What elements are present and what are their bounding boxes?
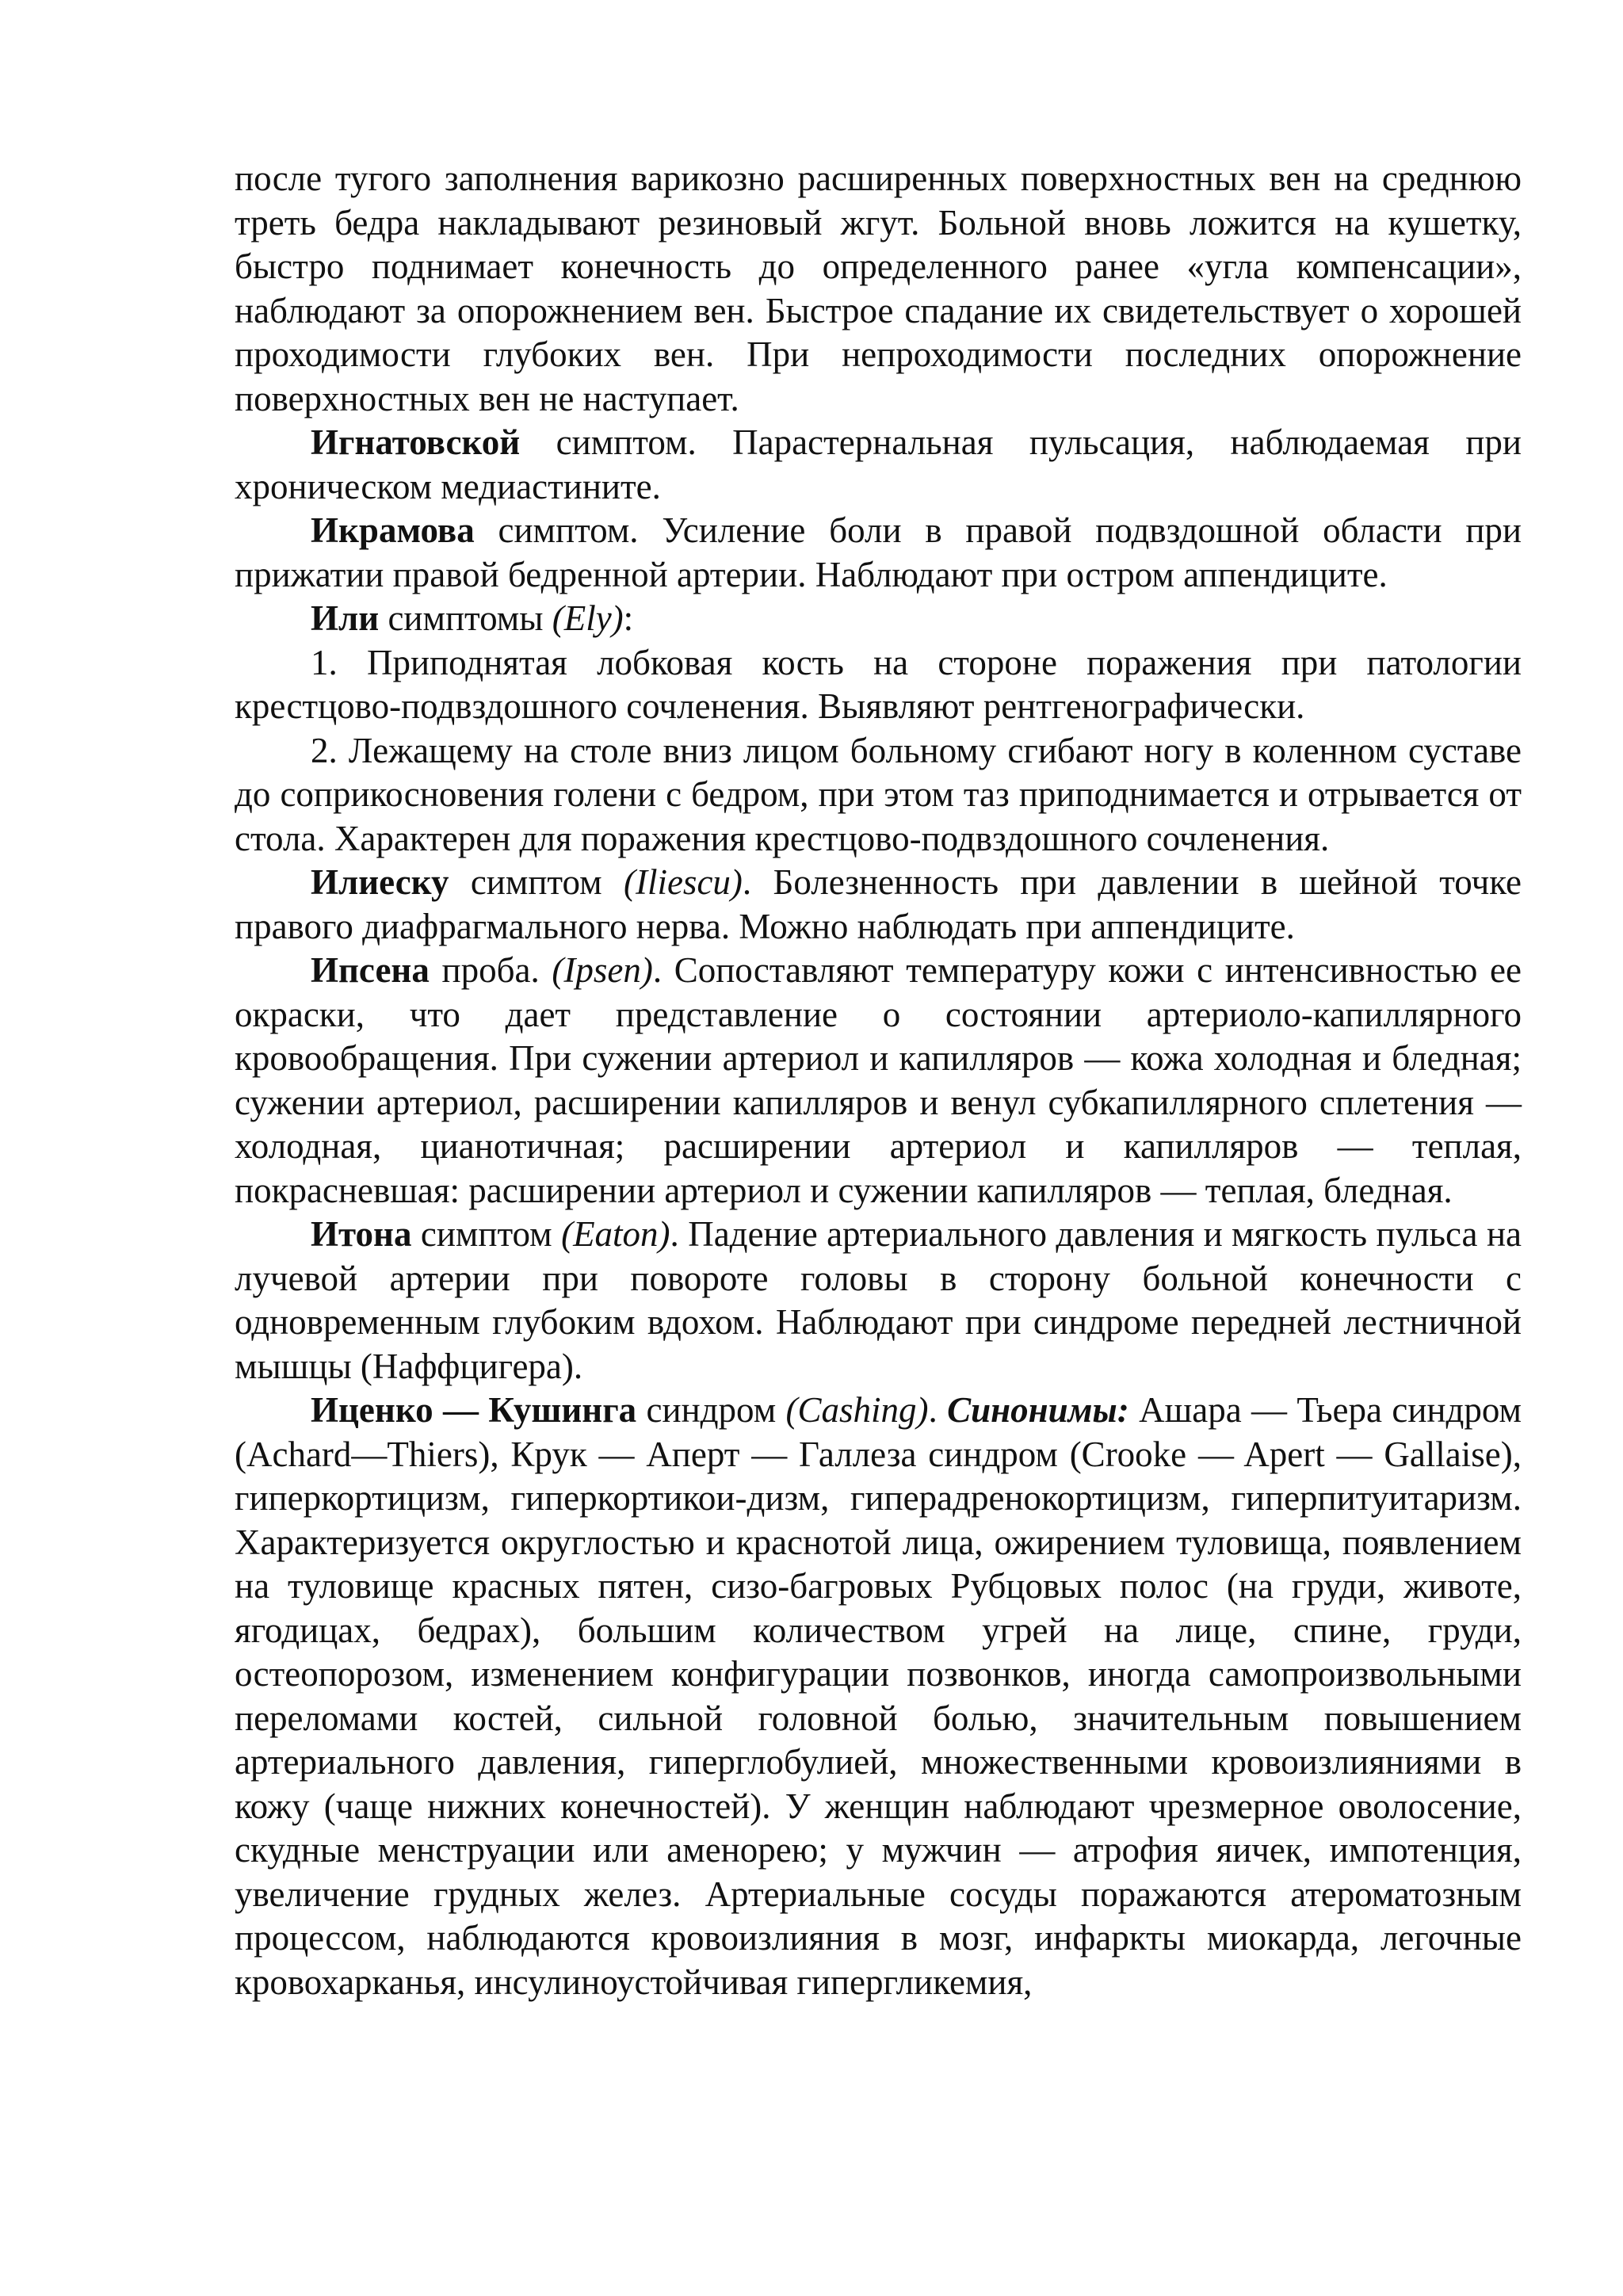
paragraph [235, 421, 1522, 509]
paragraph [235, 949, 1522, 1213]
synonyms-label: Синонимы: [947, 1390, 1129, 1430]
term-heading: Икрамова [311, 510, 475, 550]
paragraph [235, 157, 1522, 421]
term-heading: Иценко — Кушинга [311, 1390, 637, 1430]
body-text: . Падение артериального давления и мягкость пульса на лучевой артерии при повороте головы в сторону больной конечности с одновременным глубоким вдохом. Наблюдают при синдроме передней лестничной мышцы (Наффцигера). [235, 1214, 1522, 1386]
body-text: симптомы [379, 598, 552, 638]
body-text: симптом [411, 1214, 562, 1254]
body-text: симптом. Парастернальная пульсация, наблюдаемая при хроническом медиастините. [235, 422, 1522, 506]
document-page [235, 157, 1522, 2004]
body-text: симптом. Усиление боли в правой подвздошной области при прижатии правой бедренной артерии. Наблюдают при остром аппендиците. [235, 510, 1522, 594]
body-text: синдром [636, 1390, 786, 1430]
term-heading: Илиеску [311, 862, 449, 902]
paragraph [235, 729, 1522, 861]
paragraph [235, 861, 1522, 949]
body-text: проба. [429, 950, 552, 990]
paragraph [235, 1389, 1522, 2004]
paragraph [235, 641, 1522, 729]
body-text: 2. Лежащему на столе вниз лицом больному сгибают ногу в коленном суставе до соприкосновения голени с бедром, при этом таз приподнимается и отрывается от стола. Характерен для поражения крестцово-подвздошного сочленения. [235, 730, 1522, 858]
term-heading: Или [311, 598, 380, 638]
term-heading: Ипсена [311, 950, 430, 990]
eponym-latin: (Eaton) [561, 1214, 670, 1254]
body-text: 1. Приподнятая лобковая кость на стороне поражения при патологии крестцово-подвздошного сочленения. Выявляют рентгенографически. [235, 642, 1522, 726]
term-heading: Итона [311, 1214, 412, 1254]
eponym-latin: (Ipsen) [552, 950, 653, 990]
body-text: . [928, 1390, 948, 1430]
body-text: . Болезненность при давлении в шейной точке правого диафрагмального нерва. Можно наблюдать при аппендиците. [235, 862, 1522, 946]
paragraph [235, 1213, 1522, 1389]
eponym-latin: (Ely) [552, 598, 624, 638]
body-text: : [623, 598, 634, 638]
eponym-latin: (Iliescu) [623, 862, 743, 902]
eponym-latin: (Cashing) [785, 1390, 929, 1430]
body-text: . Сопоставляют температуру кожи с интенсивностью ее окраски, что дает представление о состоянии артериоло-капиллярного кровообращения. При сужении артериол и капилляров — кожа холодная и бледная; сужении артериол, расширении капилляров и венул субкапиллярного сплетения — холодная, цианотичная; расширении артериол и капилляров — теплая, покрасневшая: расширении артериол и сужении капилляров — теплая, бледная. [235, 950, 1522, 1210]
body-text: после тугого заполнения варикозно расширенных поверхностных вен на среднюю треть бедра накладывают резиновый жгут. Больной вновь ложится на кушетку, быстро поднимает конечность до определенного ранее «угла компенсации», наблюдают за опорожнением вен. Быстрое спадание их свидетельствует о хорошей проходимости глубоких вен. При непроходимости последних опорожнение поверхностных вен не наступает. [235, 159, 1522, 418]
term-heading: Игнатовской [311, 422, 521, 462]
body-text: Ашара — Тьера синдром (Achard—Thiers), Крук — Аперт — Галлеза синдром (Crooke — Apert — Gallaise), гиперкортицизм, гиперкортикои-дизм, гиперадренокортицизм, гиперпитуитаризм. Характеризуется округлостью и краснотой лица, ожирением туловища, появлением на туловище красных пятен, сизо-багровых Рубцовых полос (на груди, животе, ягодицах, бедрах), большим количеством угрей на лице, спине, груди, остеопорозом, изменением конфигурации позвонков, иногда самопроизвольными переломами костей, сильной головной болью, значительным повышением артериального давления, гиперглобулией, множественными кровоизлияниями в кожу (чаще нижних конечностей). У женщин наблюдают чрезмерное оволосение, скудные менструации или аменорею; у мужчин — атрофия яичек, импотенция, увеличение грудных желез. Артериальные сосуды поражаются атероматозным процессом, наблюдаются кровоизлияния в мозг, инфаркты миокарда, легочные кровохарканья, инсулиноустойчивая гипергликемия, [235, 1390, 1522, 2002]
body-text: симптом [449, 862, 624, 902]
paragraph [235, 509, 1522, 597]
paragraph [235, 597, 1522, 641]
